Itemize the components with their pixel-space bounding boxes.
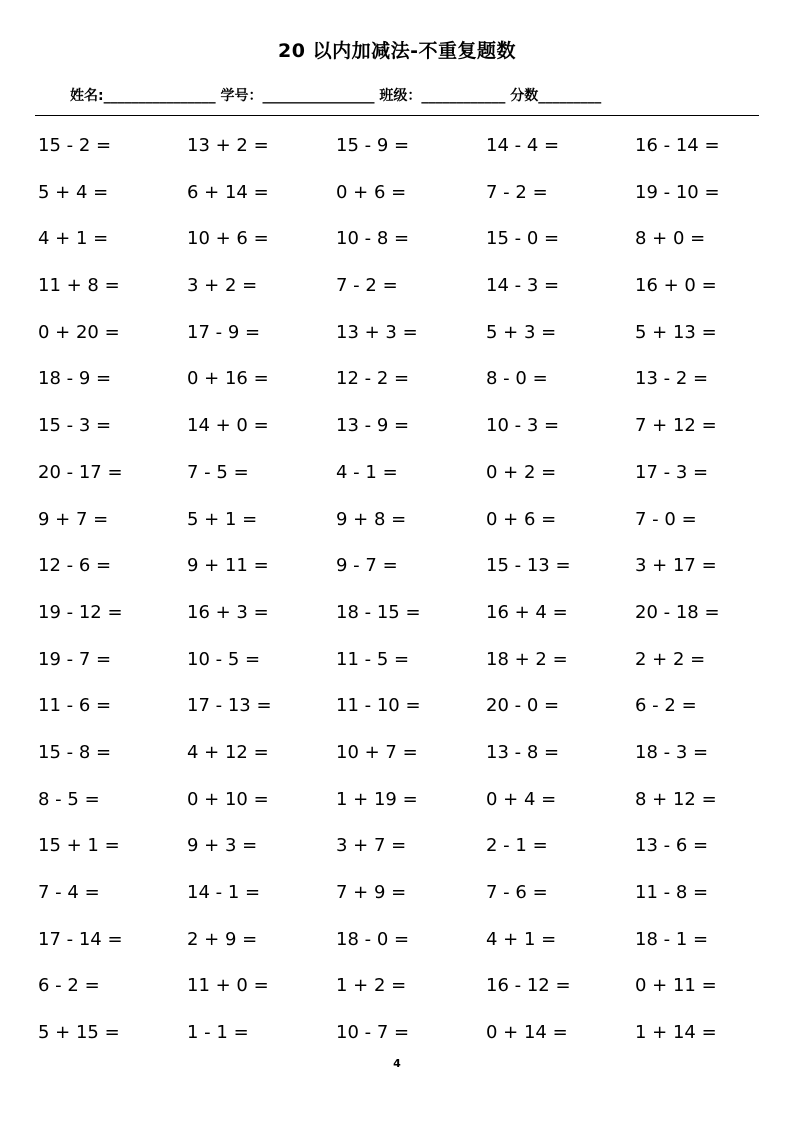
math-problem: 19 - 10 = [635, 181, 720, 203]
math-problem: 10 - 5 = [187, 648, 261, 670]
math-problem: 17 - 14 = [38, 928, 123, 950]
math-problem: 8 + 0 = [635, 228, 706, 250]
math-problem: 5 + 3 = [486, 321, 557, 343]
math-problem: 0 + 14 = [486, 1022, 568, 1044]
math-problem: 18 - 3 = [635, 741, 709, 763]
math-problem: 0 + 6 = [336, 181, 407, 203]
math-problem: 16 + 4 = [486, 601, 568, 623]
math-problem: 14 - 4 = [486, 135, 560, 156]
math-problem: 9 + 7 = [38, 508, 109, 530]
math-problem: 2 + 2 = [635, 648, 706, 670]
math-problem: 0 + 2 = [486, 461, 557, 483]
math-problem: 11 - 8 = [635, 882, 709, 903]
math-problem: 0 + 4 = [486, 788, 557, 810]
math-problem: 15 - 2 = [38, 135, 112, 156]
student-info-line [70, 85, 601, 105]
math-problem: 7 - 5 = [187, 461, 249, 483]
math-problem: 14 - 1 = [187, 882, 261, 903]
math-problem: 9 - 7 = [336, 555, 398, 577]
math-problem: 13 - 2 = [635, 368, 709, 390]
math-problem: 15 - 3 = [38, 415, 112, 437]
math-problem: 7 - 2 = [336, 275, 398, 297]
math-problem: 1 + 2 = [336, 975, 407, 997]
math-problem: 16 + 0 = [635, 275, 717, 297]
math-problem: 11 - 6 = [38, 695, 112, 717]
math-problem: 19 - 7 = [38, 648, 112, 670]
math-problem: 9 + 8 = [336, 508, 407, 530]
math-problem: 2 - 1 = [486, 835, 548, 857]
math-problem: 3 + 7 = [336, 835, 407, 857]
math-problem: 10 - 7 = [336, 1022, 410, 1044]
math-problem: 0 + 16 = [187, 368, 269, 390]
math-problem: 17 - 9 = [187, 321, 261, 343]
math-problem: 8 - 0 = [486, 368, 548, 390]
math-problem: 0 + 10 = [187, 788, 269, 810]
math-problem: 18 + 2 = [486, 648, 568, 670]
math-problem: 4 + 12 = [187, 741, 269, 763]
math-problem: 9 + 3 = [187, 835, 258, 857]
math-problem: 8 - 5 = [38, 788, 100, 810]
student-id-field-label: 学号：________________ [220, 88, 375, 104]
math-problem: 20 - 0 = [486, 695, 560, 717]
math-problem: 19 - 12 = [38, 601, 123, 623]
math-problem: 4 + 1 = [486, 928, 557, 950]
math-problem: 2 + 9 = [187, 928, 258, 950]
math-problem: 13 - 6 = [635, 835, 709, 857]
math-problem: 11 + 8 = [38, 275, 120, 297]
math-problem: 6 + 14 = [187, 181, 269, 203]
math-problem: 14 - 3 = [486, 275, 560, 297]
math-problem: 16 - 14 = [635, 135, 720, 156]
math-problem: 5 + 15 = [38, 1022, 120, 1044]
math-problem: 7 + 9 = [336, 882, 407, 903]
math-problem: 15 - 0 = [486, 228, 560, 250]
math-problem: 0 + 6 = [486, 508, 557, 530]
math-problem: 10 + 6 = [187, 228, 269, 250]
math-problem: 1 + 14 = [635, 1022, 717, 1044]
math-problem: 8 + 12 = [635, 788, 717, 810]
math-problem: 7 - 4 = [38, 882, 100, 903]
math-problem: 6 - 2 = [635, 695, 697, 717]
math-problem: 18 - 0 = [336, 928, 410, 950]
math-problem: 15 - 8 = [38, 741, 112, 763]
math-problem: 6 - 2 = [38, 975, 100, 997]
math-problem: 17 - 3 = [635, 461, 709, 483]
math-problem: 7 + 12 = [635, 415, 717, 437]
math-problem: 0 + 20 = [38, 321, 120, 343]
math-problem: 13 - 8 = [486, 741, 560, 763]
math-problem: 12 - 6 = [38, 555, 112, 577]
math-problem: 18 - 15 = [336, 601, 421, 623]
math-problem: 20 - 18 = [635, 601, 720, 623]
math-problem: 7 - 0 = [635, 508, 697, 530]
math-problem: 11 - 10 = [336, 695, 421, 717]
score-field-label: 分数_________ [510, 88, 602, 104]
math-problem: 13 + 2 = [187, 135, 269, 156]
math-problem: 0 + 11 = [635, 975, 717, 997]
math-problem: 20 - 17 = [38, 461, 123, 483]
math-problem: 13 - 9 = [336, 415, 410, 437]
math-problem: 1 - 1 = [187, 1022, 249, 1044]
math-problem: 10 - 3 = [486, 415, 560, 437]
math-problem: 3 + 2 = [187, 275, 258, 297]
math-problem: 1 + 19 = [336, 788, 418, 810]
name-field-label: 姓名:________________ [70, 88, 216, 104]
math-problem: 15 + 1 = [38, 835, 120, 857]
math-problem: 7 - 6 = [486, 882, 548, 903]
math-problem: 9 + 11 = [187, 555, 269, 577]
math-problem: 18 - 9 = [38, 368, 112, 390]
math-problem: 10 + 7 = [336, 741, 418, 763]
math-problem: 15 - 9 = [336, 135, 410, 156]
math-problem: 10 - 8 = [336, 228, 410, 250]
page-number: 4 [393, 1057, 401, 1070]
math-problem: 5 + 4 = [38, 181, 109, 203]
math-problem: 11 + 0 = [187, 975, 269, 997]
header-divider [35, 115, 759, 116]
math-problem: 4 + 1 = [38, 228, 109, 250]
math-problem: 11 - 5 = [336, 648, 410, 670]
math-problem: 4 - 1 = [336, 461, 398, 483]
math-problem: 3 + 17 = [635, 555, 717, 577]
math-problem: 5 + 1 = [187, 508, 258, 530]
math-problem: 14 + 0 = [187, 415, 269, 437]
class-field-label: 班级：____________ [379, 88, 506, 104]
math-problem: 15 - 13 = [486, 555, 571, 577]
math-problem: 17 - 13 = [187, 695, 272, 717]
page-title: 20 以内加减法-不重复题数 [278, 40, 516, 62]
math-problem: 16 - 12 = [486, 975, 571, 997]
math-problem: 13 + 3 = [336, 321, 418, 343]
math-problem: 7 - 2 = [486, 181, 548, 203]
math-problem: 18 - 1 = [635, 928, 709, 950]
math-problem: 5 + 13 = [635, 321, 717, 343]
math-problem: 16 + 3 = [187, 601, 269, 623]
math-problem: 12 - 2 = [336, 368, 410, 390]
